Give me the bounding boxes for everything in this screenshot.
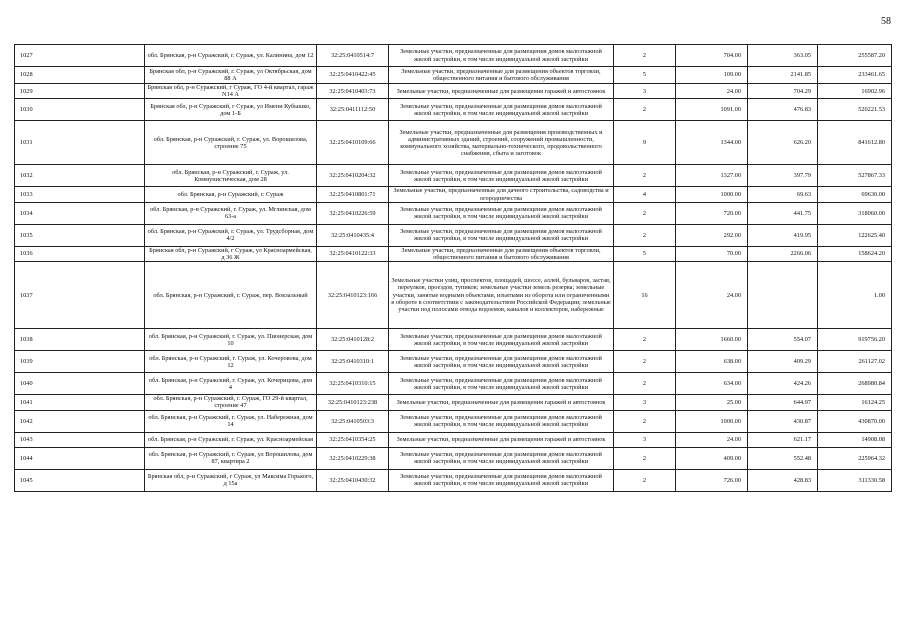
row-number: 1034	[15, 202, 145, 224]
table-row	[15, 224, 892, 246]
cadastral-number-cell: 32:25:0410430:32	[317, 469, 389, 491]
specific-value-cell	[748, 262, 818, 329]
address-cell: обл. Брянская, р-н Суражский, г. Сураж, ул. Пионерская, дом 10	[145, 329, 317, 351]
group-number-cell: 2	[614, 351, 676, 373]
group-number-cell: 4	[614, 187, 676, 202]
group-number-cell: 2	[614, 373, 676, 395]
group-number-cell: 16	[614, 262, 676, 329]
table-body	[15, 45, 892, 492]
specific-value-cell: 69.63	[748, 187, 818, 202]
specific-value-cell: 441.75	[748, 202, 818, 224]
group-number-cell: 2	[614, 224, 676, 246]
table-row	[15, 202, 892, 224]
area-cell: 25.00	[676, 395, 748, 410]
area-cell: 634.00	[676, 373, 748, 395]
address-cell: обл. Брянская, р-н Суражский, г. Сураж, ул Ворошилова, дом 87, квартира 2	[145, 447, 317, 469]
cadastral-value-cell: 16902.96	[818, 84, 892, 99]
cadastral-value-cell: 158624.20	[818, 246, 892, 261]
land-use-cell: Земельные участки, предназначенные для размещения гаражей и автостоянок	[389, 395, 614, 410]
row-number: 1035	[15, 224, 145, 246]
address-cell: Брянская обл, р-н Суражский, г Сураж, ул Максима Горького, д 15а	[145, 469, 317, 491]
address-cell: обл. Брянская, р-н Суражский, г. Сураж, ул. Коммунистическая, дом 28	[145, 165, 317, 187]
address-cell: обл. Брянская, р-н Суражский, г. Сураж, ул. Трудсборная, дом 4/2	[145, 224, 317, 246]
group-number-cell: 2	[614, 165, 676, 187]
cadastral-value-table	[14, 44, 892, 492]
cadastral-number-cell: 32:25:0410109:66	[317, 121, 389, 165]
area-cell: 70.00	[676, 246, 748, 261]
area-cell: 704.00	[676, 45, 748, 67]
specific-value-cell: 424.26	[748, 373, 818, 395]
specific-value-cell: 428.83	[748, 469, 818, 491]
table-row	[15, 246, 892, 261]
table-row	[15, 99, 892, 121]
row-number: 1042	[15, 410, 145, 432]
group-number-cell: 5	[614, 246, 676, 261]
table-row	[15, 373, 892, 395]
land-use-cell: Земельные участки, предназначенные для размещения домов малоэтажной жилой застройки, в том числе индивидуальной жилой застройки	[389, 351, 614, 373]
land-use-cell: Земельные участки, предназначенные для дачного строительства, садоводства и огородничества	[389, 187, 614, 202]
cadastral-value-cell: 261127.02	[818, 351, 892, 373]
cadastral-value-cell: 225964.32	[818, 447, 892, 469]
address-cell: обл. Брянская, р-н Суражский, г. Сураж, ул. Ворошилова, строение 75	[145, 121, 317, 165]
specific-value-cell: 2141.85	[748, 67, 818, 84]
area-cell: 1000.00	[676, 187, 748, 202]
table-row	[15, 187, 892, 202]
group-number-cell: 2	[614, 447, 676, 469]
specific-value-cell: 363.05	[748, 45, 818, 67]
land-use-cell: Земельные участки, предназначенные для размещения домов малоэтажной жилой застройки, в том числе индивидуальной жилой застройки	[389, 410, 614, 432]
address-cell: обл. Брянская, р-н Суражский, г. Сураж, ул. Набережная, дом 14	[145, 410, 317, 432]
table-row	[15, 329, 892, 351]
row-number: 1038	[15, 329, 145, 351]
cadastral-value-cell: 520221.53	[818, 99, 892, 121]
specific-value-cell: 2266.06	[748, 246, 818, 261]
land-use-cell: Земельные участки, предназначенные для размещения гаражей и автостоянок	[389, 84, 614, 99]
area-cell: 24.00	[676, 84, 748, 99]
specific-value-cell: 476.83	[748, 99, 818, 121]
specific-value-cell: 552.48	[748, 447, 818, 469]
address-cell: обл. Брянская, р-н Суражский, г. Сураж, ГО 29-й квартал, строение 47	[145, 395, 317, 410]
cadastral-number-cell: 32:25:0410422:45	[317, 67, 389, 84]
address-cell: Брянская обл, р-н Суражский, г Сураж, ГО 4-й квартал, гараж N14 А	[145, 84, 317, 99]
specific-value-cell: 626.20	[748, 121, 818, 165]
land-use-cell: Земельные участки, предназначенные для размещения объектов торговли, общественного питания и бытового обслуживания	[389, 246, 614, 261]
cadastral-number-cell: 32:25:0410435:4	[317, 224, 389, 246]
land-use-cell: Земельные участки, предназначенные для размещения домов малоэтажной жилой застройки, в том числе индивидуальной жилой застройки	[389, 447, 614, 469]
specific-value-cell: 554.07	[748, 329, 818, 351]
land-use-cell: Земельные участки, предназначенные для размещения домов малоэтажной жилой застройки, в том числе индивидуальной жилой застройки	[389, 329, 614, 351]
cadastral-number-cell: 32:25:0410801:71	[317, 187, 389, 202]
land-use-cell: Земельные участки, предназначенные для размещения домов малоэтажной жилой застройки, в том числе индивидуальной жилой застройки	[389, 202, 614, 224]
cadastral-value-cell: 841612.80	[818, 121, 892, 165]
area-cell: 292.00	[676, 224, 748, 246]
cadastral-number-cell: 32:25:0410503:3	[317, 410, 389, 432]
land-use-cell: Земельные участки, предназначенные для размещения производственных и административных зданий, строений, сооружений промышленности, коммунального хозяйства, материально-технического, продовольственного снабжения, сбыта и заготовок	[389, 121, 614, 165]
group-number-cell: 2	[614, 202, 676, 224]
cadastral-number-cell: 32:25:0410403:73	[317, 84, 389, 99]
table-row	[15, 84, 892, 99]
group-number-cell: 2	[614, 410, 676, 432]
cadastral-value-cell: 1.00	[818, 262, 892, 329]
row-number: 1033	[15, 187, 145, 202]
address-cell: обл. Брянская, р-н Суражский, г. Сураж, ул. Мглинская, дом 63-а	[145, 202, 317, 224]
area-cell: 409.00	[676, 447, 748, 469]
row-number: 1041	[15, 395, 145, 410]
table-row	[15, 447, 892, 469]
table-row	[15, 432, 892, 447]
table-row	[15, 165, 892, 187]
cadastral-number-cell: 32:25:0410123:238	[317, 395, 389, 410]
land-use-cell: Земельные участки, предназначенные для размещения домов малоэтажной жилой застройки, в том числе индивидуальной жилой застройки	[389, 165, 614, 187]
address-cell: обл. Брянская, р-н Суражский, г. Сураж, ул. Кочеровова, дом 12	[145, 351, 317, 373]
row-number: 1032	[15, 165, 145, 187]
row-number: 1043	[15, 432, 145, 447]
cadastral-value-cell: 268980.84	[818, 373, 892, 395]
land-use-cell: Земельные участки, предназначенные для размещения гаражей и автостоянок	[389, 432, 614, 447]
specific-value-cell: 644.97	[748, 395, 818, 410]
land-use-cell: Земельные участки, предназначенные для размещения объектов торговли, общественного питания и бытового обслуживания	[389, 67, 614, 84]
specific-value-cell: 621.17	[748, 432, 818, 447]
area-cell: 1327.00	[676, 165, 748, 187]
address-cell: Брянская обл, р-н Суражский, г Сураж, ул Красноармейская, д 36 Ж	[145, 246, 317, 261]
address-cell: Брянская обл, р-н Суражский, г Сураж, ул Имени Кубышко, дом 1-Б	[145, 99, 317, 121]
cadastral-value-cell: 527867.33	[818, 165, 892, 187]
cadastral-value-cell: 255587.20	[818, 45, 892, 67]
row-number: 1037	[15, 262, 145, 329]
area-cell: 1000.00	[676, 410, 748, 432]
table-row	[15, 351, 892, 373]
area-cell: 720.00	[676, 202, 748, 224]
row-number: 1044	[15, 447, 145, 469]
address-cell: обл. Брянская, р-н Суражский, г. Сураж, пер. Вокзальный	[145, 262, 317, 329]
address-cell: обл. Брянская, р-н Суражский, г. Сураж	[145, 187, 317, 202]
area-cell: 109.00	[676, 67, 748, 84]
specific-value-cell: 419.95	[748, 224, 818, 246]
group-number-cell: 9	[614, 121, 676, 165]
address-cell: обл. Брянская, р-н Суражский, г. Сураж, ул. Калинина, дом 12	[145, 45, 317, 67]
row-number: 1040	[15, 373, 145, 395]
address-cell: обл. Брянская, р-н Суражский, г. Сураж, ул. Красноармейская	[145, 432, 317, 447]
land-use-cell: Земельные участки, предназначенные для размещения домов малоэтажной жилой застройки, в том числе индивидуальной жилой застройки	[389, 373, 614, 395]
land-use-cell: Земельные участки улиц, проспектов, площадей, шоссе, аллей, бульваров, застав, переулков, проездов, тупиков; земельные участки земель резерва; земельные участки, занятые водными объектами, изъятыми из оборота или ограниченными в обороте в соответствии с законодательством Российской Федерации; земельные участки под полосами отвода водоемов, каналов и коллекторов, набережные	[389, 262, 614, 329]
table-row	[15, 262, 892, 329]
page-number: 58	[881, 16, 891, 27]
cadastral-value-cell: 430870.00	[818, 410, 892, 432]
group-number-cell: 2	[614, 45, 676, 67]
group-number-cell: 3	[614, 432, 676, 447]
specific-value-cell: 397.79	[748, 165, 818, 187]
row-number: 1030	[15, 99, 145, 121]
cadastral-value-cell: 311330.58	[818, 469, 892, 491]
area-cell: 726.00	[676, 469, 748, 491]
cadastral-value-cell: 122625.40	[818, 224, 892, 246]
cadastral-number-cell: 32:25:0410229:38	[317, 447, 389, 469]
cadastral-number-cell: 32:25:0410122:33	[317, 246, 389, 261]
group-number-cell: 2	[614, 329, 676, 351]
cadastral-number-cell: 32:25:0410354:25	[317, 432, 389, 447]
group-number-cell: 2	[614, 469, 676, 491]
specific-value-cell: 409.29	[748, 351, 818, 373]
address-cell: обл. Брянская, р-н Суражский, г. Сураж, ул. Кочерицова, дом 4	[145, 373, 317, 395]
cadastral-number-cell: 32:25:0410226:59	[317, 202, 389, 224]
cadastral-number-cell: 32:25:0410514:7	[317, 45, 389, 67]
area-cell: 1344.00	[676, 121, 748, 165]
cadastral-number-cell: 32:25:0410310:1	[317, 351, 389, 373]
table-row	[15, 67, 892, 84]
table-row	[15, 395, 892, 410]
land-use-cell: Земельные участки, предназначенные для размещения домов малоэтажной жилой застройки, в том числе индивидуальной жилой застройки	[389, 45, 614, 67]
cadastral-value-cell: 318060.00	[818, 202, 892, 224]
row-number: 1028	[15, 67, 145, 84]
specific-value-cell: 430.87	[748, 410, 818, 432]
land-use-cell: Земельные участки, предназначенные для размещения домов малоэтажной жилой застройки, в том числе индивидуальной жилой застройки	[389, 469, 614, 491]
group-number-cell: 2	[614, 99, 676, 121]
area-cell: 1660.00	[676, 329, 748, 351]
cadastral-value-cell: 919756.20	[818, 329, 892, 351]
land-use-cell: Земельные участки, предназначенные для размещения домов малоэтажной жилой застройки, в том числе индивидуальной жилой застройки	[389, 224, 614, 246]
address-cell: Брянская обл, р-н Суражский, г. Сураж, ул Октябрьская, дом 88 А	[145, 67, 317, 84]
cadastral-number-cell: 32:25:0410128:2	[317, 329, 389, 351]
row-number: 1045	[15, 469, 145, 491]
land-use-cell: Земельные участки, предназначенные для размещения домов малоэтажной жилой застройки, в том числе индивидуальной жилой застройки	[389, 99, 614, 121]
area-cell: 638.00	[676, 351, 748, 373]
cadastral-number-cell: 32:25:0410123:166	[317, 262, 389, 329]
table-row	[15, 45, 892, 67]
group-number-cell: 3	[614, 395, 676, 410]
cadastral-value-cell: 16124.25	[818, 395, 892, 410]
cadastral-value-cell: 69630.00	[818, 187, 892, 202]
row-number: 1029	[15, 84, 145, 99]
area-cell: 1091.00	[676, 99, 748, 121]
cadastral-number-cell: 32:25:0410204:32	[317, 165, 389, 187]
specific-value-cell: 704.29	[748, 84, 818, 99]
cadastral-value-cell: 233461.65	[818, 67, 892, 84]
cadastral-value-cell: 14908.08	[818, 432, 892, 447]
row-number: 1036	[15, 246, 145, 261]
cadastral-number-cell: 32:25:0411112:50	[317, 99, 389, 121]
cadastral-number-cell: 32:25:0410310:15	[317, 373, 389, 395]
row-number: 1031	[15, 121, 145, 165]
area-cell: 24.00	[676, 432, 748, 447]
table-row	[15, 121, 892, 165]
group-number-cell: 3	[614, 84, 676, 99]
group-number-cell: 5	[614, 67, 676, 84]
row-number: 1039	[15, 351, 145, 373]
table-row	[15, 469, 892, 491]
row-number: 1027	[15, 45, 145, 67]
table-row	[15, 410, 892, 432]
area-cell: 24.00	[676, 262, 748, 329]
